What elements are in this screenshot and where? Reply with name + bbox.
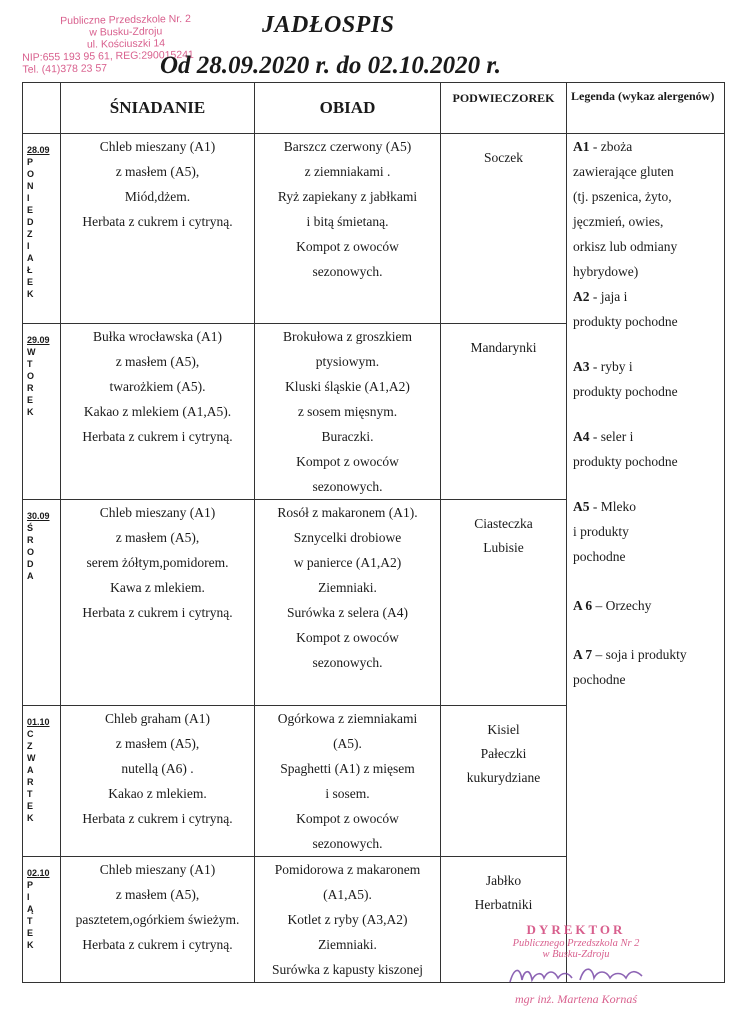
day-letter: I	[27, 241, 30, 251]
director-city-line: w Busku-Zdroju	[542, 949, 610, 960]
podwieczorek-cell	[441, 500, 567, 706]
day-letter: T	[27, 916, 33, 926]
legend-line	[573, 184, 724, 209]
day-letter: K	[27, 407, 34, 417]
day-letter: P	[27, 157, 34, 167]
director-stamp	[496, 922, 656, 1005]
header-day	[23, 83, 61, 134]
day-letter: A	[27, 253, 34, 263]
allergen-code: A5	[573, 499, 590, 514]
day-letter: W	[27, 347, 36, 357]
legend-line	[573, 667, 724, 692]
day-letter: Z	[27, 741, 33, 751]
podwieczorek-cell	[441, 134, 567, 324]
sniadanie-cell	[61, 857, 255, 983]
allergen-description: zawierające gluten	[573, 164, 674, 179]
day-cell	[23, 500, 61, 706]
day-letter: A	[27, 571, 34, 581]
podwieczorek-cell	[441, 706, 567, 857]
legend-line	[573, 259, 724, 284]
allergen-code: A 6	[573, 598, 593, 613]
menu-line: Chleb mieszany (A1)	[99, 505, 216, 520]
menu-line: Lubisie	[483, 540, 524, 555]
menu-line: z masłem (A5),	[115, 887, 200, 902]
director-name: mgr inż. Martena Kornaś	[514, 992, 637, 1006]
obiad-cell	[255, 706, 441, 857]
day-letter: A	[27, 765, 34, 775]
allergen-description: (tj. pszenica, żyto,	[573, 189, 672, 204]
legend-line	[573, 234, 724, 259]
menu-line: w panierce (A1,A2)	[293, 555, 402, 570]
day-date: 29.09	[27, 335, 50, 345]
day-letter: E	[27, 205, 34, 215]
day-letter: Ł	[27, 265, 33, 275]
page-title: JADŁOSPIS	[262, 12, 395, 38]
menu-line: (A5).	[333, 736, 362, 751]
day-letter: K	[27, 813, 34, 823]
day-cell	[23, 134, 61, 324]
allergen-description: hybrydowe)	[573, 264, 639, 279]
allergen-code: A1	[573, 139, 590, 154]
menu-line: Surówka z kapusty kiszonej	[271, 962, 424, 977]
menu-line: Ciasteczka	[474, 516, 533, 531]
header-sniadanie: ŚNIADANIE	[61, 83, 255, 134]
day-letter: O	[27, 547, 35, 557]
legend-line	[573, 494, 724, 519]
allergen-code: A4	[573, 429, 590, 444]
legend-item	[573, 284, 724, 334]
menu-line: Spaghetti (A1) z mięsem	[280, 761, 415, 776]
allergen-description: – soja i produkty	[595, 647, 687, 662]
obiad-cell	[255, 134, 441, 324]
school-stamp-line: Publiczne Przedszkole Nr. 2	[60, 12, 192, 28]
menu-line: Jabłko	[485, 873, 522, 888]
sniadanie-cell	[61, 706, 255, 857]
obiad-cell	[255, 324, 441, 500]
menu-line: Chleb mieszany (A1)	[99, 862, 216, 877]
obiad-cell	[255, 857, 441, 983]
legend-line	[573, 354, 724, 379]
allergen-description: produkty pochodne	[573, 384, 678, 399]
legend-line	[573, 379, 724, 404]
day-date: 02.10	[27, 868, 50, 878]
legend-line	[573, 642, 724, 667]
day-letter: K	[27, 289, 34, 299]
menu-line: Brokułowa z groszkiem	[283, 329, 412, 344]
menu-line: sezonowych.	[312, 836, 383, 851]
allergen-code: A2	[573, 289, 590, 304]
allergen-description: – Orzechy	[595, 598, 652, 613]
day-letter: K	[27, 940, 34, 950]
menu-line: Soczek	[484, 150, 523, 165]
day-letter: O	[27, 169, 35, 179]
menu-line: z sosem mięsnym.	[297, 404, 398, 419]
legend-line	[573, 309, 724, 334]
day-cell	[23, 324, 61, 500]
allergen-description: - zboża	[592, 139, 633, 154]
day-letter: E	[27, 928, 34, 938]
menu-line: Ogórkowa z ziemniakami	[277, 711, 418, 726]
legend-line	[573, 544, 724, 569]
menu-line: Kotlet z ryby (A3,A2)	[287, 912, 408, 927]
day-letter: T	[27, 359, 33, 369]
menu-line: Bułka wrocławska (A1)	[93, 329, 222, 344]
menu-line: Chleb graham (A1)	[105, 711, 210, 726]
menu-line: z masłem (A5),	[115, 736, 200, 751]
day-name-vertical	[27, 346, 60, 418]
day-letter: T	[27, 789, 33, 799]
day-letter: E	[27, 395, 34, 405]
legend-line	[573, 134, 724, 159]
menu-line: Pałeczki	[480, 746, 527, 761]
menu-table	[22, 82, 725, 983]
day-letter: N	[27, 181, 34, 191]
menu-line: sezonowych.	[312, 479, 383, 494]
legend-line	[573, 424, 724, 449]
menu-line: Kompot z owoców	[296, 630, 399, 645]
menu-line: Herbata z cukrem i cytryną.	[82, 605, 233, 620]
date-range: Od 28.09.2020 r. do 02.10.2020 r.	[160, 52, 502, 79]
table-row	[23, 134, 725, 324]
menu-line: Kawa z mlekiem.	[110, 580, 205, 595]
legend-item	[573, 593, 724, 618]
menu-line: z masłem (A5),	[115, 164, 200, 179]
legend-line	[573, 449, 724, 474]
header-podwieczorek: PODWIECZOREK	[441, 83, 567, 134]
day-date: 01.10	[27, 717, 50, 727]
legend-item	[573, 134, 724, 284]
menu-line: z masłem (A5),	[115, 354, 200, 369]
day-letter: I	[27, 193, 30, 203]
menu-line: Herbata z cukrem i cytryną.	[82, 811, 233, 826]
obiad-cell	[255, 500, 441, 706]
menu-line: Miód,dżem.	[124, 189, 191, 204]
header-obiad: OBIAD	[255, 83, 441, 134]
menu-line: sezonowych.	[312, 264, 383, 279]
allergen-description: produkty pochodne	[573, 454, 678, 469]
menu-line: Herbata z cukrem i cytryną.	[82, 429, 233, 444]
legend-line	[573, 209, 724, 234]
allergen-description: - jaja i	[592, 289, 628, 304]
menu-line: twarożkiem (A5).	[109, 379, 206, 394]
menu-line: Pomidorowa z makaronem	[274, 862, 421, 877]
menu-line: i sosem.	[325, 786, 370, 801]
allergen-code: A 7	[573, 647, 593, 662]
day-letter: Ś	[27, 523, 34, 533]
day-letter: E	[27, 801, 34, 811]
director-title: DYREKTOR	[526, 922, 626, 937]
menu-line: ptysiowym.	[315, 354, 380, 369]
allergen-description: i produkty	[573, 524, 629, 539]
allergen-description: pochodne	[573, 672, 626, 687]
handwritten-signature	[496, 960, 656, 988]
allergen-code: A3	[573, 359, 590, 374]
school-stamp-line: NIP:655 193 95 61, REG:290015241	[22, 48, 194, 64]
day-letter: Ą	[27, 904, 34, 914]
allergen-description: produkty pochodne	[573, 314, 678, 329]
menu-line: Kakao z mlekiem (A1,A5).	[83, 404, 232, 419]
menu-line: pasztetem,ogórkiem świeżym.	[75, 912, 240, 927]
header-legenda: Legenda (wykaz alergenów)	[567, 83, 725, 134]
legend-line	[573, 159, 724, 184]
day-letter: D	[27, 217, 34, 227]
header-row	[23, 83, 725, 134]
menu-line: z masłem (A5),	[115, 530, 200, 545]
sniadanie-cell	[61, 500, 255, 706]
allergen-description: orkisz lub odmiany	[573, 239, 678, 254]
allergen-description: - ryby i	[592, 359, 633, 374]
menu-line: nutellą (A6) .	[121, 761, 194, 776]
menu-line: serem żółtym,pomidorem.	[86, 555, 229, 570]
menu-line: i bitą śmietaną.	[306, 214, 389, 229]
day-letter: R	[27, 535, 34, 545]
menu-line: Ziemniaki.	[318, 580, 377, 595]
day-letter: Z	[27, 229, 33, 239]
day-name-vertical	[27, 156, 60, 300]
day-letter: D	[27, 559, 34, 569]
sniadanie-cell	[61, 324, 255, 500]
day-letter: O	[27, 371, 35, 381]
menu-line: Herbatniki	[474, 897, 533, 912]
day-name-vertical	[27, 522, 60, 582]
podwieczorek-cell	[441, 324, 567, 500]
menu-line: Ryż zapiekany z jabłkami	[277, 189, 418, 204]
day-letter: E	[27, 277, 34, 287]
allergen-description: jęczmień, owies,	[573, 214, 664, 229]
menu-line: sezonowych.	[312, 655, 383, 670]
day-letter: C	[27, 729, 34, 739]
day-letter: R	[27, 383, 34, 393]
menu-line: Surówka z selera (A4)	[286, 605, 409, 620]
director-school-line: Publicznego Przedszkola Nr 2	[512, 938, 640, 949]
day-letter: I	[27, 892, 30, 902]
menu-line: Barszcz czerwony (A5)	[283, 139, 412, 154]
day-date: 30.09	[27, 511, 50, 521]
school-stamp-line: w Busku-Zdroju	[89, 25, 163, 39]
day-cell	[23, 706, 61, 857]
allergen-legend	[567, 134, 725, 983]
school-stamp-line: ul. Kościuszki 14	[86, 37, 166, 51]
allergen-description: - Mleko	[592, 499, 636, 514]
day-cell	[23, 857, 61, 983]
school-stamp-line: Tel. (41)378 23 57	[22, 62, 108, 76]
legend-line	[573, 593, 724, 618]
menu-line: kukurydziane	[466, 770, 541, 785]
legend-item	[573, 424, 724, 474]
day-letter: R	[27, 777, 34, 787]
menu-line: (A1,A5).	[323, 887, 372, 902]
menu-line: Ziemniaki.	[318, 937, 377, 952]
menu-line: Sznycelki drobiowe	[293, 530, 402, 545]
menu-line: Herbata z cukrem i cytryną.	[82, 937, 233, 952]
menu-line: Kompot z owoców	[296, 454, 399, 469]
menu-line: Herbata z cukrem i cytryną.	[82, 214, 233, 229]
menu-line: Chleb mieszany (A1)	[99, 139, 216, 154]
day-date: 28.09	[27, 145, 50, 155]
menu-line: Mandarynki	[470, 340, 537, 355]
legend-line	[573, 519, 724, 544]
menu-line: Kluski śląskie (A1,A2)	[285, 379, 410, 394]
menu-line: Kisiel	[487, 722, 520, 737]
menu-line: Buraczki.	[321, 429, 374, 444]
allergen-description: - seler i	[592, 429, 634, 444]
day-name-vertical	[27, 879, 60, 951]
menu-line: Rosół z makaronem (A1).	[277, 505, 418, 520]
day-letter: W	[27, 753, 36, 763]
menu-line: Kakao z mlekiem.	[108, 786, 207, 801]
sniadanie-cell	[61, 134, 255, 324]
legend-item	[573, 494, 724, 569]
legend-item	[573, 354, 724, 404]
day-name-vertical	[27, 728, 60, 824]
day-letter: P	[27, 880, 34, 890]
legend-line	[573, 284, 724, 309]
menu-line: z ziemniakami .	[304, 164, 391, 179]
allergen-description: pochodne	[573, 549, 626, 564]
legend-item	[573, 642, 724, 692]
menu-line: Kompot z owoców	[296, 811, 399, 826]
menu-line: Kompot z owoców	[296, 239, 399, 254]
